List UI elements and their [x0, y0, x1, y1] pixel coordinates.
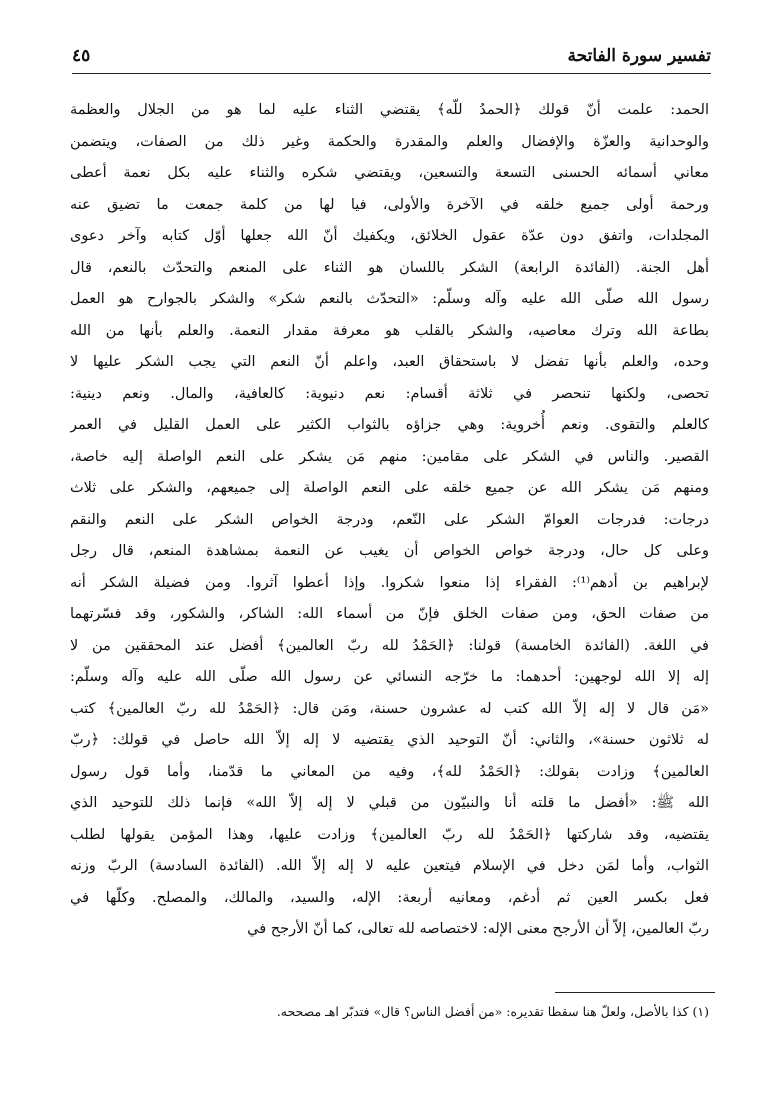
text-line: لإبراهيم بن أدهم⁽¹⁾: الفقراء إذا منعوا شكروا. وإذا أعطوا آثروا. ومن فضيلة الشكر أنه: [70, 574, 709, 591]
header-rule: [72, 73, 711, 74]
text-line: أهل الجنة. (الفائدة الرابعة) الشكر باللسان هو الثناء على المنعم والتحدّث بالنعم، قال: [70, 259, 709, 276]
text-line: كالعلم والتقوى. ونعم أُخروية: وهي جزاؤه بالثواب الكثير على العمل القليل في العمر: [70, 417, 709, 433]
text-line: يقتضيه، وقد شاركتها ﴿الحَمْدُ لله ربّ العالمين﴾ وزادت عليها، وهذا المؤمن يقولها لطلب: [70, 826, 709, 843]
text-line: إله إلا الله لوجهين: أحدهما: ما خرّجه النسائي عن رسول الله صلّى الله عليه وآله وسلّم:: [70, 669, 709, 685]
running-title: تفسير سورة الفاتحة: [567, 46, 711, 66]
text-line: «مَن قال لا إله إلاّ الله كتب له عشرون حسنة، ومَن قال: ﴿الحَمْدُ لله ربّ العالمين﴾ كتب: [70, 700, 709, 717]
text-line: ربّ العالمين، إلاّ أن الأرجح معنى الإله: لاختصاصه لله تعالى، كما أنّ الأرجح في: [247, 921, 709, 937]
text-line: الثواب، وأما لمَن دخل في الإسلام فيتعين عليه لا إله إلاّ الله. (الفائدة السادسة) الربّ وزنه: [70, 858, 709, 874]
footnote: (١) كذا بالأصل، ولعلّ هنا سقطا تقديره: «من أفضل الناس؟ قال» فتدبّر اهـ مصححه.: [276, 1004, 709, 1019]
text-line: الحمد: علمت أنّ قولك ﴿الحمدُ للّه﴾ يقتضي الثناء عليه لما هو من الجلال والعظمة: [70, 102, 709, 118]
text-line: له ثلاثون حسنة»، والثاني: أنّ التوحيد الذي يقتضيه لا إله إلاّ الله حاصل في قولك: ﴿ربّ: [70, 732, 709, 748]
text-line: وحده، والعلم بأنها تفضل لا باستحقاق العبد، واعلم أنّ النعم التي يجب الشكر عليها لا: [70, 354, 709, 370]
body-text: [70, 95, 709, 946]
text-line: الله ﷺ: «أفضل ما قلته أنا والنبيّون من قبلي لا إله إلاّ الله» فإنما ذلك للتوحيد الذي: [70, 795, 709, 811]
text-line: والوحدانية والعزّة والإفضال والعلم والمقدرة والحكمة وغير ذلك من الصفات، ويتضمن: [70, 133, 709, 150]
page-number: ٤٥: [72, 46, 91, 66]
text-line: معاني أسمائه الحسنى التسعة والتسعين، ويقتضي شكره والثناء عليه بكل نعمة أعطى: [70, 165, 709, 181]
text-line: فعل بكسر العين ثم أدغم، ومعانيه أربعة: الإله، والسيد، والمالك، والمصلح. وكلّها في: [70, 889, 709, 906]
text-line: العالمين﴾ وزادت بقولك: ﴿الحَمْدُ لله﴾، وفيه من المعاني ما قدّمنا، وأما قول رسول: [70, 763, 709, 780]
text-line: المجلدات، واتفق دون عدّة عقول الخلائق، ويكفيك أنّ الله جعلها أوّل كتابه وآخر دعوى: [70, 228, 709, 244]
text-line: وعلى كل حال، ودرجة خواص الخواص أن يغيب عن النعمة بمشاهدة المنعم، قال رجل: [70, 543, 709, 559]
text-line: ومنهم مَن يشكر الله عن جميع خلقه على النعم الواصلة إلى جميعهم، والشكر على ثلاث: [70, 480, 709, 496]
text-line: ورحمة أولى جميع خلقه في الآخرة والأولى، فيا لها من كلمة جمعت ما تضيق عنه: [70, 196, 709, 213]
text-line: في اللغة. (الفائدة الخامسة) قولنا: ﴿الحَمْدُ لله ربّ العالمين﴾ أفضل عند المحققين من لا: [70, 637, 709, 654]
text-line: من صفات الحق، ومن صفات الخلق فإنّ من أسماء الله: الشاكر، والشكور، وقد فسّرتهما: [70, 606, 709, 622]
page-header: [72, 44, 711, 74]
text-line: بطاعة الله وترك معاصيه، والشكر بالقلب هو معرفة مقدار النعمة. والعلم بأنها من الله: [70, 322, 709, 339]
text-line: درجات: فدرجات العوامّ الشكر على النّعم، ودرجة الخواص الشكر على النعم والنقم: [70, 511, 709, 528]
text-line: القصير. والناس في الشكر على مقامين: منهم مَن يشكر على النعم الواصلة إليه خاصة،: [70, 448, 709, 465]
text-line: رسول الله صلّى الله عليه وآله وسلّم: «التحدّث بالنعم شكر» والشكر بالجوارح هو العمل: [70, 291, 709, 307]
footnote-rule: [555, 992, 715, 993]
text-line: تحصى، ولكنها تنحصر في ثلاثة أقسام: نعم دنيوية: كالعافية، والمال. ونعم دينية:: [70, 385, 709, 402]
